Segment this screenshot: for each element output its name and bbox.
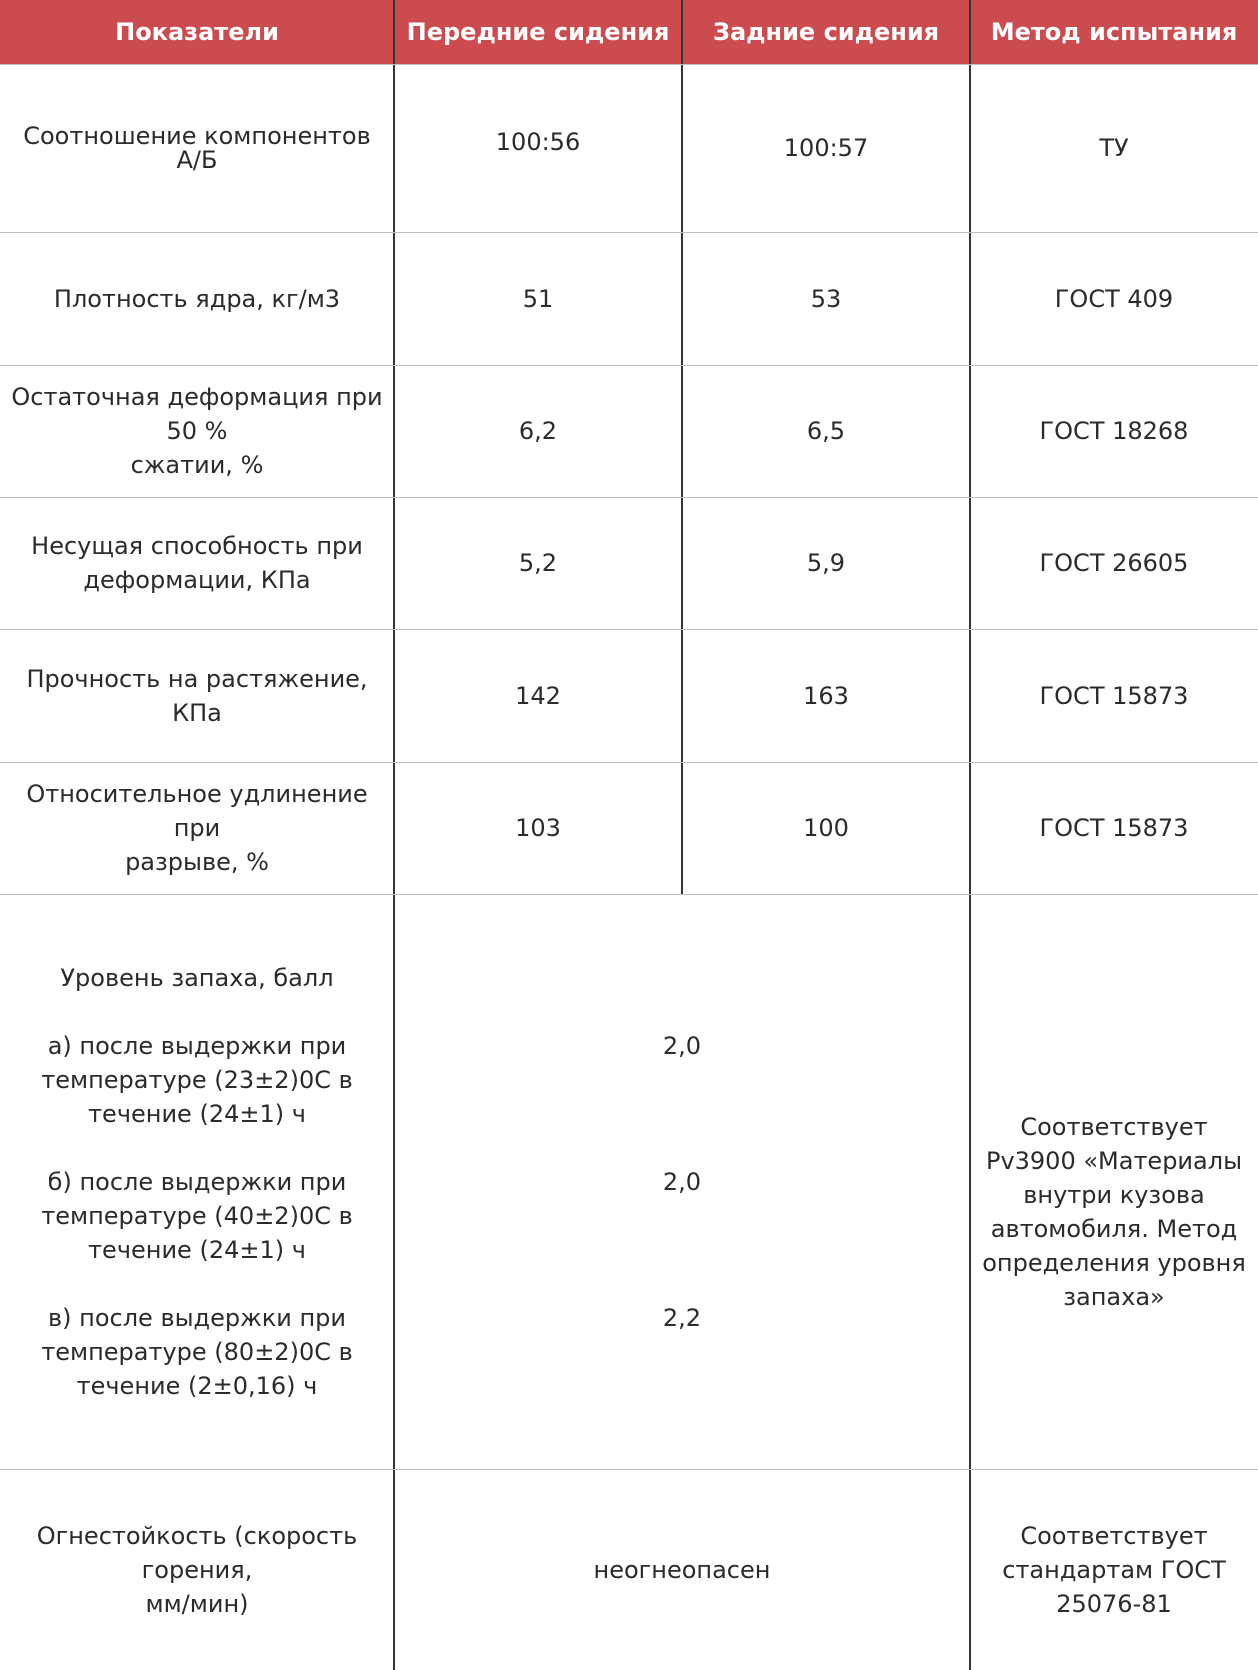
odor-value-b: 2,0 — [662, 1167, 702, 1196]
grid-vline-2 — [681, 0, 683, 894]
row-value-front-core-density: 51 — [522, 284, 554, 313]
row-value-front-load-capacity: 5,2 — [518, 549, 558, 577]
grid-hline-5 — [0, 629, 1258, 630]
row-method-component-ratio: ТУ — [1099, 134, 1129, 162]
header-cell-rear-seats: Задние сидения — [682, 0, 970, 64]
row-label-elongation: Относительное удлинение при разрыве, % — [26, 780, 368, 876]
grid-vline-3 — [969, 0, 971, 1670]
row-method-tensile-strength: ГОСТ 15873 — [1039, 681, 1189, 710]
grid-hline-8 — [0, 1469, 1258, 1470]
row-value-front-component-ratio: 100:56 — [495, 128, 581, 156]
row-label-core-density: Плотность ядра, кг/м3 — [53, 284, 341, 313]
grid-hline-3 — [0, 365, 1258, 366]
row-value-rear-elongation: 100 — [803, 814, 849, 842]
row-value-front-elongation: 103 — [515, 814, 561, 842]
header-cell-indicators: Показатели — [0, 0, 394, 64]
header-cell-test-method: Метод испытания — [970, 0, 1258, 64]
row-method-fire-resistance: Соответствует стандартам ГОСТ 25076-81 — [1002, 1521, 1226, 1618]
row-label-odor-level: Уровень запаха, балл а) после выдержки при температуре (23±2)0С в течение (24±1) ч б) после выдержки при температуре (40±2)0С в течение (24±1) ч в) после выдержки при температуре (80±2)0С в течение (2±0,16) ч — [41, 963, 353, 1400]
row-value-rear-component-ratio: 100:57 — [783, 134, 869, 162]
grid-hline-6 — [0, 762, 1258, 763]
row-value-front-residual-deformation: 6,2 — [518, 417, 558, 445]
row-value-rear-core-density: 53 — [810, 284, 842, 313]
odor-value-c: 2,2 — [662, 1303, 702, 1332]
grid-hline-1 — [0, 64, 1258, 65]
grid-vline-1 — [393, 0, 395, 1670]
grid-hline-7 — [0, 894, 1258, 895]
row-value-rear-load-capacity: 5,9 — [806, 549, 846, 577]
row-method-residual-deformation: ГОСТ 18268 — [1039, 417, 1189, 445]
row-label-component-ratio: Соотношение компонентов А/Б — [23, 122, 371, 174]
row-method-core-density: ГОСТ 409 — [1054, 284, 1174, 313]
row-label-fire-resistance: Огнестойкость (скорость горения, мм/мин) — [36, 1521, 358, 1618]
row-label-residual-deformation: Остаточная деформация при 50 % сжатии, % — [11, 383, 383, 479]
row-value-odor-level — [394, 894, 970, 1469]
grid-hline-2 — [0, 232, 1258, 233]
row-value-rear-residual-deformation: 6,5 — [806, 417, 846, 445]
row-method-elongation: ГОСТ 15873 — [1039, 814, 1189, 842]
grid-hline-4 — [0, 497, 1258, 498]
row-value-fire-resistance: неогнеопасен — [593, 1555, 771, 1584]
odor-value-a: 2,0 — [662, 1031, 702, 1060]
row-label-tensile-strength: Прочность на растяжение, КПа — [26, 664, 368, 727]
row-method-load-capacity: ГОСТ 26605 — [1039, 549, 1189, 577]
row-value-rear-tensile-strength: 163 — [803, 681, 849, 710]
row-value-front-tensile-strength: 142 — [515, 681, 561, 710]
row-method-odor-level: Соответствует Pv3900 «Материалы внутри кузова автомобиля. Метод определения уровня запаха» — [982, 1112, 1246, 1311]
row-label-load-capacity: Несущая способность при деформации, КПа — [31, 532, 363, 594]
header-cell-front-seats: Передние сидения — [394, 0, 682, 64]
